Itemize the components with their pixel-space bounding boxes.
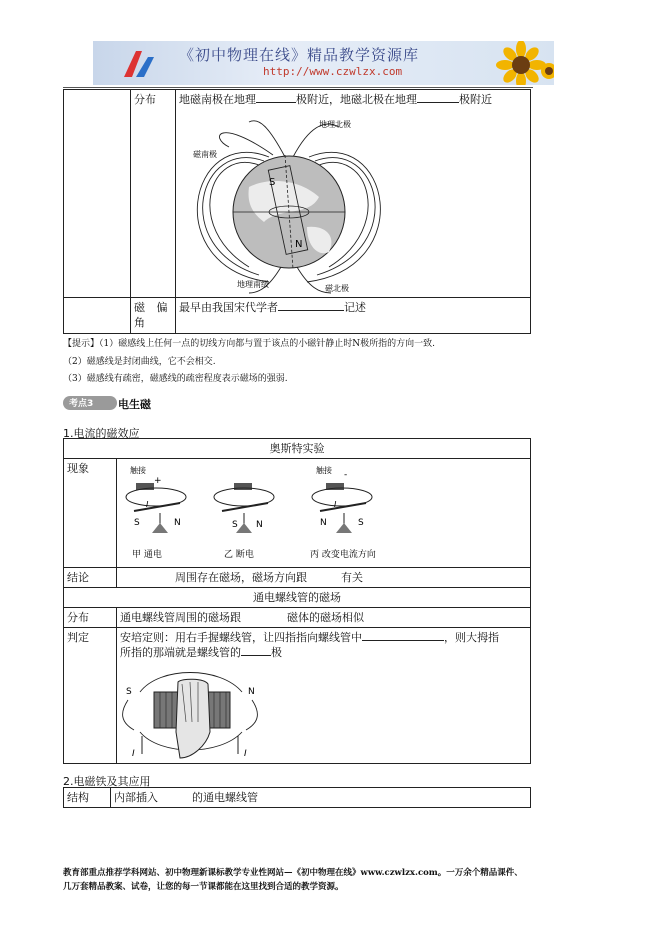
mag-south-label: 磁南极 [193, 150, 217, 159]
row-label-distribution: 分布 [64, 608, 117, 628]
site-logo-icon [118, 47, 158, 81]
tip-line-3: （3）磁感线有疏密，磁感线的疏密程度表示磁场的强弱. [63, 374, 288, 384]
oersted-header: 奥斯特实验 [64, 439, 531, 459]
section-badge: 考点3 [63, 396, 117, 410]
experiment-c [310, 465, 376, 560]
sunflower-icon [491, 41, 554, 85]
distribution-text-b: 极附近，地磁北极在地理 [296, 93, 417, 106]
declination-cell [176, 298, 531, 334]
geo-north-label: 地理北极 [319, 120, 351, 129]
section-title: 电生磁 [118, 398, 151, 411]
header-rule [63, 87, 533, 88]
geo-south-label: 地理南级 [237, 280, 269, 289]
svg-text:I: I [244, 749, 247, 759]
experiment-a [126, 465, 186, 560]
footer-line-2: 几万套精品教案、试卷，让您的每一节课都能在这里找到合适的教学资源。 [63, 882, 344, 892]
conclusion-cell: 周围存在磁场，磁场方向跟 有关 [117, 568, 531, 588]
solenoid-header: 通电螺线管的磁场 [64, 588, 531, 608]
pole-n-label: N [295, 239, 303, 250]
svg-text:I: I [334, 500, 337, 509]
electromagnet-table [63, 787, 531, 808]
svg-text:N: N [256, 520, 263, 530]
blank-field [417, 92, 459, 103]
svg-text:触接: 触接 [316, 466, 332, 475]
caption-a: 甲 通电 [132, 550, 162, 560]
row-label-declination: 磁 偏 角 [131, 298, 176, 334]
subsection-2-title: 2.电磁铁及其应用 [63, 775, 151, 788]
experiment-b [214, 483, 274, 560]
tip-line-2: （2）磁感线是封闭曲线，它不会相交. [63, 357, 216, 367]
declination-text-b: 记述 [344, 301, 366, 314]
row-label-distribution: 分布 [131, 90, 176, 298]
svg-text:I: I [132, 749, 135, 759]
svg-text:S: S [126, 687, 132, 697]
svg-text:I: I [146, 500, 149, 509]
right-hand-rule-figure [120, 662, 260, 760]
earth-magnetic-field-figure [189, 107, 389, 295]
judge-cell: 安培定则：用右手握螺线管，让四指指向螺线管中 ，则大拇指 所指的那端就是螺线管的 极 S N I I [117, 628, 531, 764]
mag-north-label: 磁北极 [325, 284, 349, 293]
row-label-judge: 判定 [64, 628, 117, 764]
subsection-1-title: 1.电流的磁效应 [63, 427, 140, 440]
banner-title: 《初中物理在线》精品教学资源库 [179, 46, 420, 64]
pole-s-label: S [269, 177, 276, 188]
svg-text:-: - [344, 470, 348, 480]
svg-text:S: S [134, 518, 140, 528]
blank-field [256, 92, 296, 103]
svg-text:S: S [232, 520, 238, 530]
row-label-conclusion: 结论 [64, 568, 117, 588]
electromagnetism-table [63, 438, 531, 764]
page-footer [63, 866, 603, 894]
empty-cell [64, 90, 131, 298]
caption-c: 丙 改变电流方向 [310, 550, 376, 560]
blank-field [278, 300, 344, 311]
svg-text:N: N [174, 518, 181, 528]
row-label-phenomenon: 现象 [64, 459, 117, 568]
footer-line-1: 教育部重点推荐学科网站、初中物理新课标教学专业性网站—《初中物理在线》www.czwlzx.com。一万余个精品课件、 [63, 868, 523, 878]
svg-text:+: + [154, 476, 162, 486]
svg-text:N: N [320, 518, 327, 528]
distribution-text-c: 极附近 [459, 93, 492, 106]
banner-url[interactable]: http://www.czwlzx.com [263, 65, 403, 78]
blank-field [307, 571, 341, 581]
oersted-experiment-figure [120, 461, 400, 561]
svg-text:触接: 触接 [130, 466, 146, 475]
geomagnetism-table [63, 89, 531, 334]
blank-field [362, 630, 444, 641]
blank-field [158, 791, 192, 801]
caption-b: 乙 断电 [224, 550, 254, 560]
row-label-structure: 结构 [64, 788, 111, 808]
solenoid-distribution-cell: 通电螺线管周围的磁场跟 磁体的磁场相似 [117, 608, 531, 628]
tip-line-1: 【提示】（1）磁感线上任何一点的切线方向都与置于该点的小磁针静止时N极所指的方向一致. [63, 339, 435, 349]
empty-cell [64, 298, 131, 334]
blank-field [241, 645, 271, 656]
header-banner [93, 41, 554, 85]
svg-text:S: S [358, 518, 364, 528]
distribution-text-a: 地磁南极在地理 [179, 93, 256, 106]
svg-text:N: N [248, 687, 255, 697]
phenomenon-cell [117, 459, 531, 568]
declination-text-a: 最早由我国宋代学者 [179, 301, 278, 314]
blank-field [241, 611, 287, 621]
structure-cell: 内部插入 的通电螺线管 [111, 788, 531, 808]
distribution-cell [176, 90, 531, 298]
